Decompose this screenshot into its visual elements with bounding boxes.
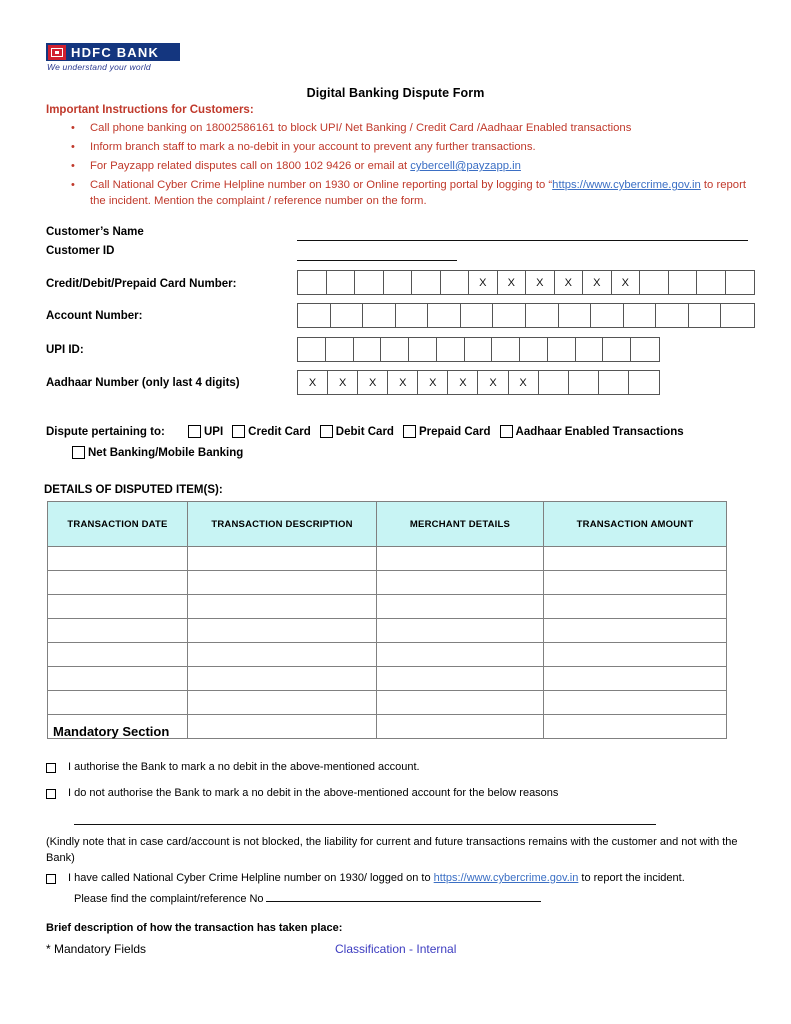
card-number-cell[interactable]	[412, 271, 441, 294]
aadhaar-number-label: Aadhaar Number (only last 4 digits)	[46, 377, 240, 389]
table-cell-merchant[interactable]	[377, 667, 544, 691]
table-cell-description[interactable]	[188, 691, 377, 715]
table-cell-date[interactable]	[48, 667, 188, 691]
checkbox-not-authorise[interactable]	[46, 789, 56, 799]
aadhaar-number-cell[interactable]: X	[328, 371, 358, 394]
dispute-option-label: Net Banking/Mobile Banking	[88, 446, 244, 459]
checkbox[interactable]	[232, 425, 245, 438]
table-cell-amount[interactable]	[544, 547, 727, 571]
brief-description-label: Brief description of how the transaction has taken place:	[46, 922, 343, 934]
aadhaar-number-boxes[interactable]	[297, 370, 660, 395]
card-number-cell[interactable]	[441, 271, 470, 294]
payzapp-email-link[interactable]: cybercell@payzapp.in	[410, 160, 521, 172]
reasons-input-line[interactable]	[74, 824, 656, 825]
bullet-icon: •	[71, 122, 75, 134]
card-number-cell[interactable]	[669, 271, 698, 294]
card-number-cell[interactable]: X	[498, 271, 527, 294]
disputed-items-table	[47, 501, 727, 739]
instruction-item	[62, 140, 762, 156]
table-cell-amount[interactable]	[544, 595, 727, 619]
instruction-text: For Payzapp related disputes call on 1800 102 9426 or email at	[90, 160, 411, 172]
table-cell-description[interactable]	[188, 547, 377, 571]
upi-id-cell[interactable]	[631, 338, 659, 361]
account-number-label: Account Number:	[46, 310, 143, 322]
checkbox[interactable]	[72, 446, 85, 459]
card-number-cell[interactable]	[298, 271, 327, 294]
table-row[interactable]	[48, 571, 727, 595]
upi-id-cell[interactable]	[492, 338, 520, 361]
dispute-option-credit-card[interactable]	[232, 425, 311, 438]
table-cell-date[interactable]	[48, 571, 188, 595]
card-number-cell[interactable]	[640, 271, 669, 294]
aadhaar-number-cell[interactable]: X	[298, 371, 328, 394]
complaint-reference-input[interactable]	[266, 890, 541, 902]
upi-id-cell[interactable]	[548, 338, 576, 361]
customer-id-input[interactable]	[297, 260, 457, 261]
cybercrime-declaration-row[interactable]	[46, 872, 766, 884]
card-number-cell[interactable]	[697, 271, 726, 294]
checkbox[interactable]	[403, 425, 416, 438]
checkbox[interactable]	[500, 425, 513, 438]
customer-name-label: Customer’s Name	[46, 226, 144, 238]
upi-id-cell[interactable]	[409, 338, 437, 361]
upi-id-cell[interactable]	[520, 338, 548, 361]
dispute-options-row-1	[188, 425, 693, 438]
upi-id-boxes[interactable]	[297, 337, 660, 362]
complaint-ref-text: Please find the complaint/reference No	[74, 893, 264, 905]
upi-id-cell[interactable]	[437, 338, 465, 361]
card-number-cell[interactable]: X	[555, 271, 584, 294]
instruction-text-post: to report the incident. Mention the complaint / reference number on the form.	[90, 179, 746, 207]
card-number-cell[interactable]	[355, 271, 384, 294]
upi-id-cell[interactable]	[298, 338, 326, 361]
card-number-cell[interactable]	[726, 271, 755, 294]
customer-name-input[interactable]	[297, 240, 748, 241]
not-authorise-option-row[interactable]	[46, 787, 746, 799]
table-cell-merchant[interactable]	[377, 571, 544, 595]
table-cell-date[interactable]	[48, 547, 188, 571]
table-cell-merchant[interactable]	[377, 547, 544, 571]
upi-id-cell[interactable]	[465, 338, 493, 361]
table-cell-description[interactable]	[188, 667, 377, 691]
aadhaar-number-cell[interactable]: X	[358, 371, 388, 394]
account-number-cell[interactable]	[689, 304, 722, 327]
classification-label: Classification - Internal	[335, 942, 457, 956]
upi-id-cell[interactable]	[603, 338, 631, 361]
table-cell-merchant[interactable]	[377, 619, 544, 643]
table-cell-amount[interactable]	[544, 691, 727, 715]
dispute-pertaining-label: Dispute pertaining to:	[46, 426, 165, 438]
instructions-list	[62, 121, 762, 213]
aadhaar-number-cell[interactable]: X	[418, 371, 448, 394]
account-number-cell[interactable]	[363, 304, 396, 327]
authorise-option-label: I authorise the Bank to mark a no debit in the above-mentioned account.	[68, 761, 420, 773]
dispute-option-aadhaar-enabled-transactions[interactable]	[500, 425, 684, 438]
dispute-option-net-banking-mobile-banking[interactable]	[72, 446, 243, 459]
card-number-cell[interactable]: X	[469, 271, 498, 294]
not-authorise-option-label: I do not authorise the Bank to mark a no debit in the above-mentioned account for the below reasons	[68, 787, 559, 799]
table-row[interactable]	[48, 643, 727, 667]
cybercrime-text-post: to report the incident.	[578, 872, 685, 884]
table-row[interactable]	[48, 691, 727, 715]
instruction-text: Call National Cyber Crime Helpline number on 1930 or Online reporting portal by logging to “	[90, 179, 553, 191]
instruction-item	[62, 159, 762, 175]
account-number-cell[interactable]	[656, 304, 689, 327]
column-header-merchant-details: MERCHANT DETAILS	[377, 502, 544, 547]
account-number-cell[interactable]	[591, 304, 624, 327]
upi-id-cell[interactable]	[326, 338, 354, 361]
complaint-reference-label	[74, 890, 541, 907]
card-number-cell[interactable]: X	[612, 271, 641, 294]
table-row[interactable]	[48, 547, 727, 571]
table-cell-amount[interactable]	[544, 619, 727, 643]
checkbox-cybercrime-reported[interactable]	[46, 874, 56, 884]
hdfc-bank-logo	[46, 43, 180, 72]
column-header-transaction-description: TRANSACTION DESCRIPTION	[188, 502, 377, 547]
logo-bank-name: HDFC BANK	[71, 44, 160, 60]
account-number-cell[interactable]	[559, 304, 592, 327]
dispute-option-label: Debit Card	[335, 425, 394, 438]
account-number-cell[interactable]	[461, 304, 494, 327]
bullet-icon: •	[71, 141, 75, 153]
logo-bar	[46, 43, 180, 61]
account-number-cell[interactable]	[624, 304, 657, 327]
logo-tagline: We understand your world	[47, 62, 151, 72]
table-cell-description[interactable]	[188, 595, 377, 619]
dispute-option-label: Credit Card	[248, 425, 311, 438]
instruction-item	[62, 178, 762, 209]
instruction-text: Inform branch staff to mark a no-debit in your account to prevent any further transactions.	[90, 141, 536, 153]
dispute-option-label: Prepaid Card	[418, 425, 491, 438]
authorise-option-row[interactable]	[46, 761, 746, 773]
aadhaar-number-cell[interactable]	[599, 371, 629, 394]
table-cell-date[interactable]	[48, 643, 188, 667]
aadhaar-number-cell[interactable]: X	[478, 371, 508, 394]
table-row[interactable]	[48, 667, 727, 691]
table-cell-amount[interactable]	[544, 643, 727, 667]
table-cell-merchant[interactable]	[377, 643, 544, 667]
account-number-cell[interactable]	[721, 304, 754, 327]
bullet-icon: •	[71, 160, 75, 172]
card-number-cell[interactable]: X	[526, 271, 555, 294]
instructions-heading: Important Instructions for Customers:	[46, 104, 254, 116]
dispute-option-label: UPI	[204, 425, 224, 438]
cybercrime-declaration-text	[68, 872, 685, 884]
table-cell-amount[interactable]	[544, 667, 727, 691]
card-number-cell[interactable]	[327, 271, 356, 294]
card-number-cell[interactable]	[384, 271, 413, 294]
account-number-cell[interactable]	[298, 304, 331, 327]
table-cell-amount[interactable]	[544, 715, 727, 739]
card-number-label: Credit/Debit/Prepaid Card Number:	[46, 278, 237, 290]
upi-id-cell[interactable]	[381, 338, 409, 361]
table-header-row	[48, 502, 727, 547]
account-number-cell[interactable]	[493, 304, 526, 327]
account-number-cell[interactable]	[526, 304, 559, 327]
dispute-options-row-2	[72, 446, 252, 459]
aadhaar-number-cell[interactable]: X	[509, 371, 539, 394]
table-cell-date[interactable]	[48, 691, 188, 715]
table-cell-merchant[interactable]	[377, 691, 544, 715]
dispute-option-upi[interactable]	[188, 425, 223, 438]
table-cell-date[interactable]	[48, 595, 188, 619]
account-number-boxes[interactable]	[297, 303, 755, 328]
column-header-transaction-date: TRANSACTION DATE	[48, 502, 188, 547]
customer-id-label: Customer ID	[46, 245, 115, 257]
aadhaar-number-cell[interactable]: X	[388, 371, 418, 394]
account-number-cell[interactable]	[331, 304, 364, 327]
table-row[interactable]	[48, 619, 727, 643]
aadhaar-number-cell[interactable]	[539, 371, 569, 394]
aadhaar-number-cell[interactable]	[629, 371, 659, 394]
account-number-cell[interactable]	[396, 304, 429, 327]
account-number-cell[interactable]	[428, 304, 461, 327]
aadhaar-number-cell[interactable]	[569, 371, 599, 394]
upi-id-label: UPI ID:	[46, 344, 84, 356]
page-title: Digital Banking Dispute Form	[306, 86, 485, 100]
hdfc-logo-mark-icon	[48, 45, 66, 60]
table-row[interactable]	[48, 595, 727, 619]
table-cell-description[interactable]	[188, 643, 377, 667]
bullet-icon: •	[71, 179, 75, 191]
upi-id-cell[interactable]	[354, 338, 382, 361]
cybercrime-portal-link[interactable]: https://www.cybercrime.gov.in	[552, 179, 701, 191]
details-table-heading: DETAILS OF DISPUTED ITEM(S):	[44, 484, 223, 496]
mandatory-fields-note: * Mandatory Fields	[46, 942, 147, 956]
table-cell-merchant[interactable]	[377, 595, 544, 619]
card-number-boxes[interactable]	[297, 270, 755, 295]
aadhaar-number-cell[interactable]: X	[448, 371, 478, 394]
table-cell-merchant[interactable]	[377, 715, 544, 739]
table-cell-date[interactable]	[48, 619, 188, 643]
dispute-option-debit-card[interactable]	[320, 425, 394, 438]
card-number-cell[interactable]: X	[583, 271, 612, 294]
liability-note: (Kindly note that in case card/account is not blocked, the liability for current and future transactions remains with the customer and not with the Bank)	[46, 836, 738, 864]
instruction-item	[62, 121, 762, 137]
cybercrime-text-pre: I have called National Cyber Crime Helpline number on 1930/ logged on to	[68, 872, 434, 884]
upi-id-cell[interactable]	[576, 338, 604, 361]
cybercrime-gov-link[interactable]: https://www.cybercrime.gov.in	[433, 872, 579, 884]
table-cell-description[interactable]	[188, 571, 377, 595]
column-header-transaction-amount: TRANSACTION AMOUNT	[544, 502, 727, 547]
table-cell-description[interactable]	[188, 715, 377, 739]
dispute-option-prepaid-card[interactable]	[403, 425, 491, 438]
checkbox[interactable]	[188, 425, 201, 438]
checkbox-authorise[interactable]	[46, 763, 56, 773]
dispute-option-label: Aadhaar Enabled Transactions	[515, 425, 684, 438]
instruction-text: Call phone banking on 18002586161 to block UPI/ Net Banking / Credit Card /Aadhaar Enabled transactions	[90, 122, 632, 134]
mandatory-section-heading: Mandatory Section	[53, 724, 170, 739]
checkbox[interactable]	[320, 425, 333, 438]
table-cell-description[interactable]	[188, 619, 377, 643]
table-cell-amount[interactable]	[544, 571, 727, 595]
